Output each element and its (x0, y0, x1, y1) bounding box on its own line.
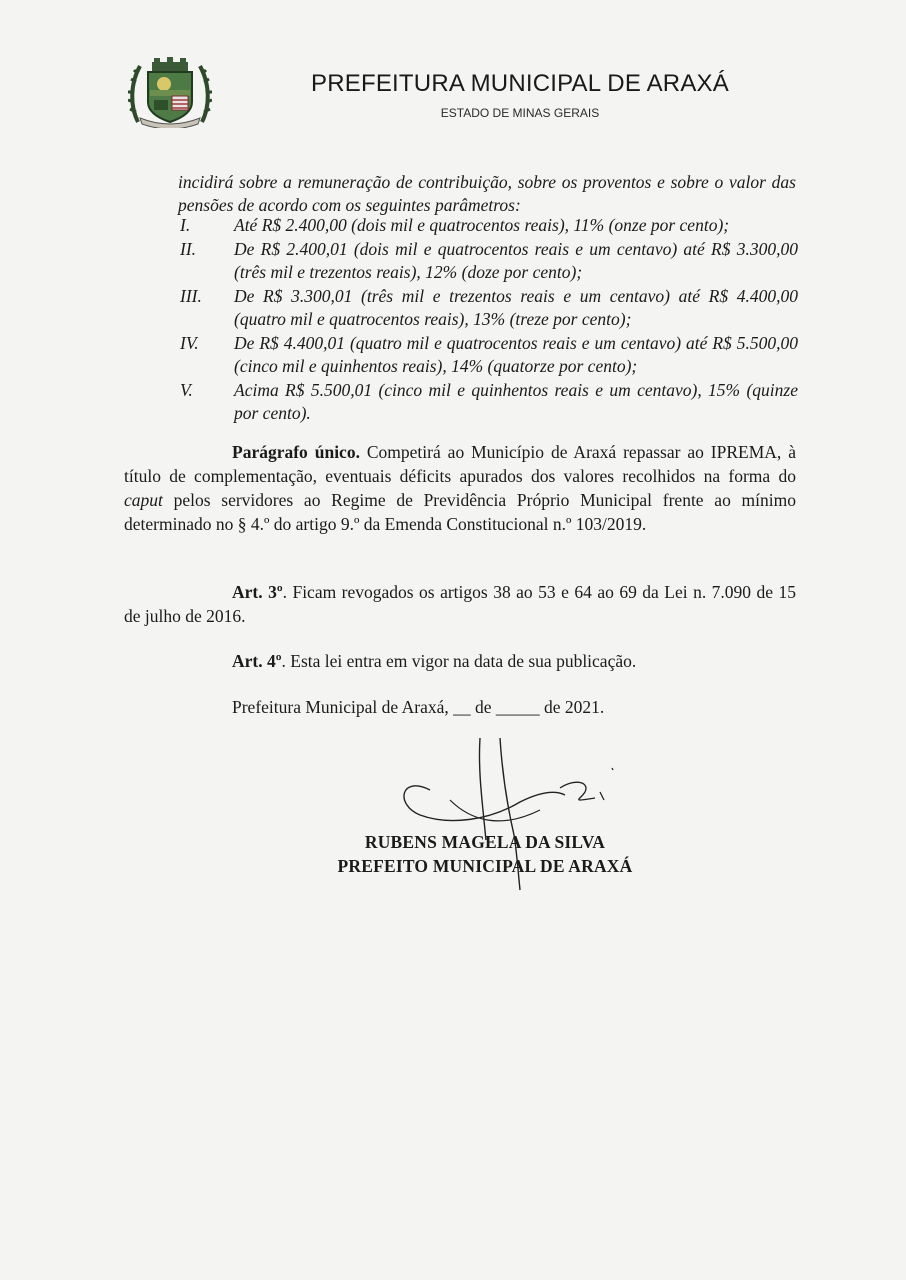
item-text: De R$ 4.400,01 (quatro mil e quatrocentos reais e um centavo) até R$ 5.500,00 (cinco mil e quinhentos reais), 14% (quatorze por cento); (234, 332, 798, 376)
municipal-crest-icon (128, 56, 212, 128)
parameters-list (178, 214, 798, 426)
art4-text: . Esta lei entra em vigor na data de sua publicação. (281, 651, 637, 671)
signer-block (300, 830, 670, 878)
article-4 (124, 649, 796, 673)
paragrafo-unico (124, 440, 796, 536)
art3-text: . Ficam revogados os artigos 38 ao 53 e 64 ao 69 da Lei n. 7.090 de 15 de julho de 2016. (124, 582, 796, 626)
item-number: I. (180, 215, 191, 235)
item-text: De R$ 3.300,01 (três mil e trezentos reais e um centavo) até R$ 4.400,00 (quatro mil e quatrocentos reais), 13% (treze por cento); (234, 285, 798, 329)
art3-label: Art. 3º (232, 582, 283, 602)
date-line-text: Prefeitura Municipal de Araxá, __ de _____ de 2021. (232, 697, 605, 717)
article-3 (124, 580, 796, 628)
item-number: II. (180, 238, 197, 259)
header-title: PREFEITURA MUNICIPAL DE ARAXÁ (311, 70, 729, 97)
art4-label: Art. 4º (232, 651, 282, 671)
caput-term: caput (124, 490, 163, 510)
item-number: IV. (180, 332, 199, 353)
intro-paragraph: incidirá sobre a remuneração de contribuição, sobre os proventos e sobre o valor das pensões de acordo com os seguintes parâmetros: (178, 172, 796, 215)
item-text: De R$ 2.400,01 (dois mil e quatrocentos reais e um centavo) até R$ 3.300,00 (três mil e trezentos reais), 12% (doze por cento); (234, 238, 798, 282)
item-number: V. (180, 379, 193, 400)
item-text: Até R$ 2.400,00 (dois mil e quatrocentos reais), 11% (onze por cento); (234, 215, 730, 235)
signer-name: RUBENS MAGELA DA SILVA (364, 832, 606, 852)
list-item (178, 332, 798, 379)
paragrafo-text-1: Competirá ao Município de Araxá repassar ao IPREMA, à título de complementação, eventuais déficits apurados dos valores recolhidos na forma do (124, 442, 796, 486)
paragrafo-label: Parágrafo único. (232, 442, 360, 462)
item-text: Acima R$ 5.500,01 (cinco mil e quinhentos reais e um centavo), 15% (quinze por cento). (234, 379, 798, 423)
item-number: III. (180, 285, 202, 306)
list-item (178, 379, 798, 426)
signer-title: PREFEITO MUNICIPAL DE ARAXÁ (337, 856, 633, 876)
list-item (178, 214, 798, 238)
list-item (178, 238, 798, 285)
date-line (124, 695, 796, 719)
header-subtitle: ESTADO DE MINAS GERAIS (440, 106, 600, 120)
paragrafo-text-2: pelos servidores ao Regime de Previdência Próprio Municipal frente ao mínimo determinado no § 4.º do artigo 9.º da Emenda Constitucional n.º 103/2019. (124, 490, 796, 534)
list-item (178, 285, 798, 332)
